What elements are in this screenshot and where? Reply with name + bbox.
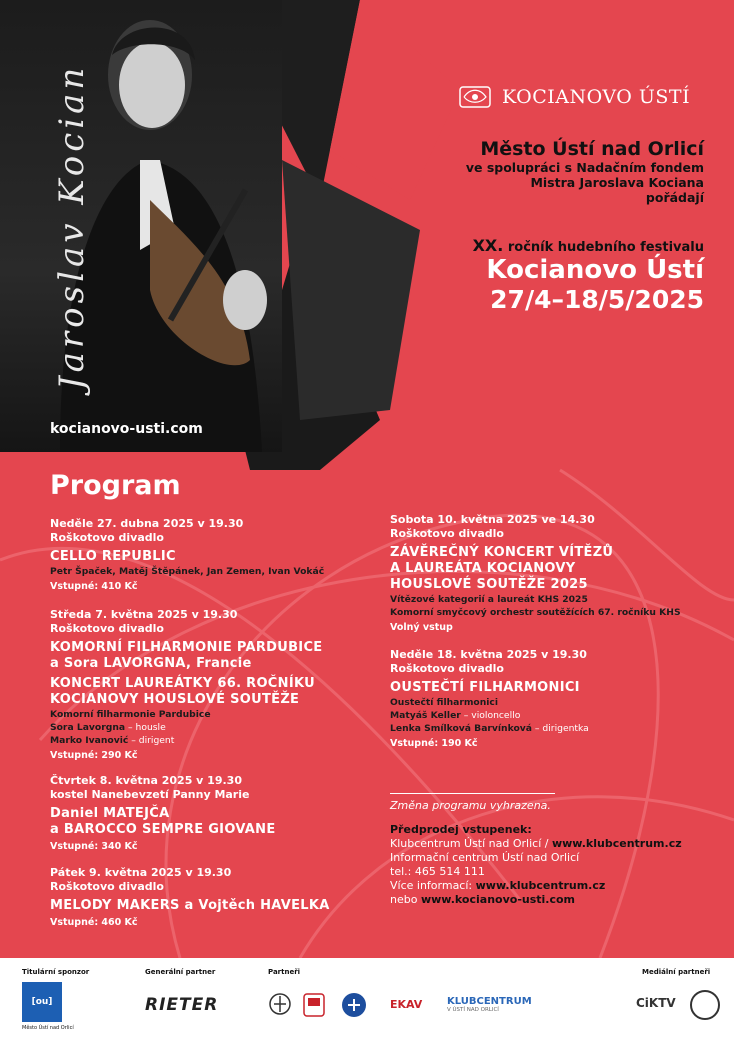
edition-line: [473, 236, 704, 255]
presale-line: [390, 893, 690, 907]
event-performer: [390, 709, 589, 722]
general-partner-label: Generální partner: [145, 968, 216, 976]
organizer-line: ve spolupráci s Nadačním fondem: [465, 160, 704, 175]
performer-name: Marko Ivanović: [50, 735, 129, 746]
event-title: Daniel MATEJČA: [50, 806, 170, 821]
event-venue: Roškotovo divadlo: [390, 662, 504, 675]
klubcentrum-logo-subtext: V ÚSTÍ NAD ORLICÍ: [447, 1007, 499, 1013]
title-sponsor-label: Titulární sponzor: [22, 968, 90, 976]
event-date: Pátek 9. května 2025 v 19.30: [50, 866, 232, 879]
presale-line: [390, 837, 690, 851]
festival-logo: [458, 84, 690, 110]
performer-role: – violoncello: [460, 710, 521, 721]
event-title: a Sora LAVORGNA, Francie: [50, 656, 252, 671]
event-date: Středa 7. května 2025 v 19.30: [50, 608, 238, 621]
event-venue: Roškotovo divadlo: [50, 622, 164, 635]
event-performer: [50, 721, 322, 734]
edition-number: XX.: [472, 236, 504, 255]
klubcentrum-link[interactable]: www.klubcentrum.cz: [475, 879, 606, 892]
presale-phone: tel.: 465 514 111: [390, 865, 485, 878]
event-title: A LAUREÁTA KOCIANOVY: [390, 561, 576, 576]
event-performer: Vítězové kategorií a laureát KHS 2025: [390, 594, 588, 605]
event-title: HOUSLOVÉ SOUTĚŽE 2025: [390, 577, 588, 592]
event-date: Čtvrtek 8. května 2025 v 19.30: [50, 774, 242, 787]
portrait-photo: [0, 0, 282, 452]
event-title: ZÁVĚREČNÝ KONCERT VÍTĚZŮ: [390, 545, 614, 560]
partner-emblems: [268, 990, 378, 1020]
organizer-line: pořádají: [645, 190, 704, 205]
event-6: [390, 648, 589, 751]
event-3: [50, 774, 276, 854]
festival-dates: 27/4–18/5/2025: [490, 285, 704, 314]
edition-text: ročník hudebního festivalu: [507, 240, 704, 255]
presale-text: Více informací:: [390, 879, 476, 892]
divider: [390, 793, 555, 794]
event-venue: Roškotovo divadlo: [50, 531, 164, 544]
event-performer: Komorní filharmonie Pardubice: [50, 709, 211, 720]
organizer-line: Mistra Jaroslava Kociana: [530, 175, 704, 190]
sponsor-footer: [0, 958, 734, 1040]
event-title: KONCERT LAUREÁTKY 66. ROČNÍKU: [50, 676, 315, 691]
event-price: Vstupné: 340 Kč: [50, 841, 138, 852]
klubcentrum-logo: [447, 996, 532, 1013]
violinist-figure: [0, 0, 282, 452]
event-performer: Oustečtí filharmonici: [390, 697, 499, 708]
event-price: Vstupné: 410 Kč: [50, 581, 138, 592]
event-title: CELLO REPUBLIC: [50, 549, 176, 564]
event-4: [50, 866, 330, 930]
performer-role: – housle: [125, 722, 166, 733]
klubcentrum-link[interactable]: www.klubcentrum.cz: [551, 837, 682, 850]
presale-block: [390, 793, 690, 907]
organizer-block: [466, 138, 704, 205]
event-performer: [390, 722, 589, 735]
event-title: KOCIANOVY HOUSLOVÉ SOUTĚŽE: [50, 692, 300, 707]
sponsor-logo: [ou]: [22, 982, 62, 1022]
performer-role: – dirigentka: [531, 723, 589, 734]
rieter-logo: RIETER: [145, 995, 219, 1015]
event-price: Vstupné: 460 Kč: [50, 917, 138, 928]
event-title: KOMORNÍ FILHARMONIE PARDUBICE: [50, 640, 323, 655]
event-2: [50, 608, 322, 763]
performer-name: Matyáš Keller: [390, 710, 461, 721]
event-price: Vstupné: 190 Kč: [390, 738, 478, 749]
program-change-note: Změna programu vyhrazena.: [390, 799, 551, 812]
event-venue: Roškotovo divadlo: [390, 527, 504, 540]
logo-icon: [458, 84, 494, 110]
presale-text: nebo: [390, 893, 421, 906]
media-partner-round-logo: [690, 990, 720, 1020]
event-venue: Roškotovo divadlo: [50, 880, 164, 893]
signature: Jaroslav Kocian: [52, 63, 92, 390]
event-price: Volný vstup: [390, 622, 453, 633]
media-partners-label: Mediální partneři: [642, 968, 711, 976]
klubcentrum-logo-text: KLUBCENTRUM: [447, 996, 532, 1007]
presale-line: [390, 879, 690, 893]
festival-block: [473, 236, 704, 315]
event-date: Neděle 27. dubna 2025 v 19.30: [50, 517, 244, 530]
event-performer: Komorní smyčcový orchestr soutěžících 67. ročníku KHS: [390, 607, 681, 618]
logo-text: KOCIANOVO ÚSTÍ: [502, 86, 691, 108]
presale-line: Informační centrum Ústí nad Orlicí: [390, 851, 580, 864]
event-date: Sobota 10. května 2025 ve 14.30: [390, 513, 595, 526]
event-date: Neděle 18. května 2025 v 19.30: [390, 648, 587, 661]
event-title: OUSTEČTÍ FILHARMONICI: [390, 680, 580, 695]
presale-heading: Předprodej vstupenek:: [390, 823, 532, 836]
website-link[interactable]: kocianovo-usti.com: [50, 421, 203, 437]
event-title: MELODY MAKERS a Vojtěch HAVELKA: [50, 898, 330, 913]
performer-name: Lenka Smílková Barvínková: [390, 723, 532, 734]
event-venue: kostel Nanebevzetí Panny Marie: [50, 788, 250, 801]
ekav-logo: EKAV: [390, 998, 423, 1011]
festival-website-link[interactable]: www.kocianovo-usti.com: [420, 893, 576, 906]
event-1: [50, 517, 324, 594]
organizer-title: Město Ústí nad Orlicí: [480, 138, 704, 160]
performer-name: Sora Lavorgna: [50, 722, 126, 733]
program-title: Program: [50, 470, 181, 501]
event-performers: Petr Špaček, Matěj Štěpánek, Jan Zemen, Ivan Vokáč: [50, 566, 325, 577]
event-performer: [50, 734, 322, 747]
presale-text: Klubcentrum Ústí nad Orlicí /: [390, 837, 552, 850]
event-5: [390, 513, 681, 635]
partners-label: Partneři: [268, 968, 301, 976]
event-title: a BAROCCO SEMPRE GIOVANE: [50, 822, 276, 837]
festival-name: Kocianovo Ústí: [486, 255, 704, 285]
performer-role: – dirigent: [128, 735, 175, 746]
sponsor-caption: Město Ústí nad Orlicí: [22, 1025, 74, 1031]
event-price: Vstupné: 290 Kč: [50, 750, 138, 761]
ciktv-logo: CiKTV: [636, 996, 676, 1010]
